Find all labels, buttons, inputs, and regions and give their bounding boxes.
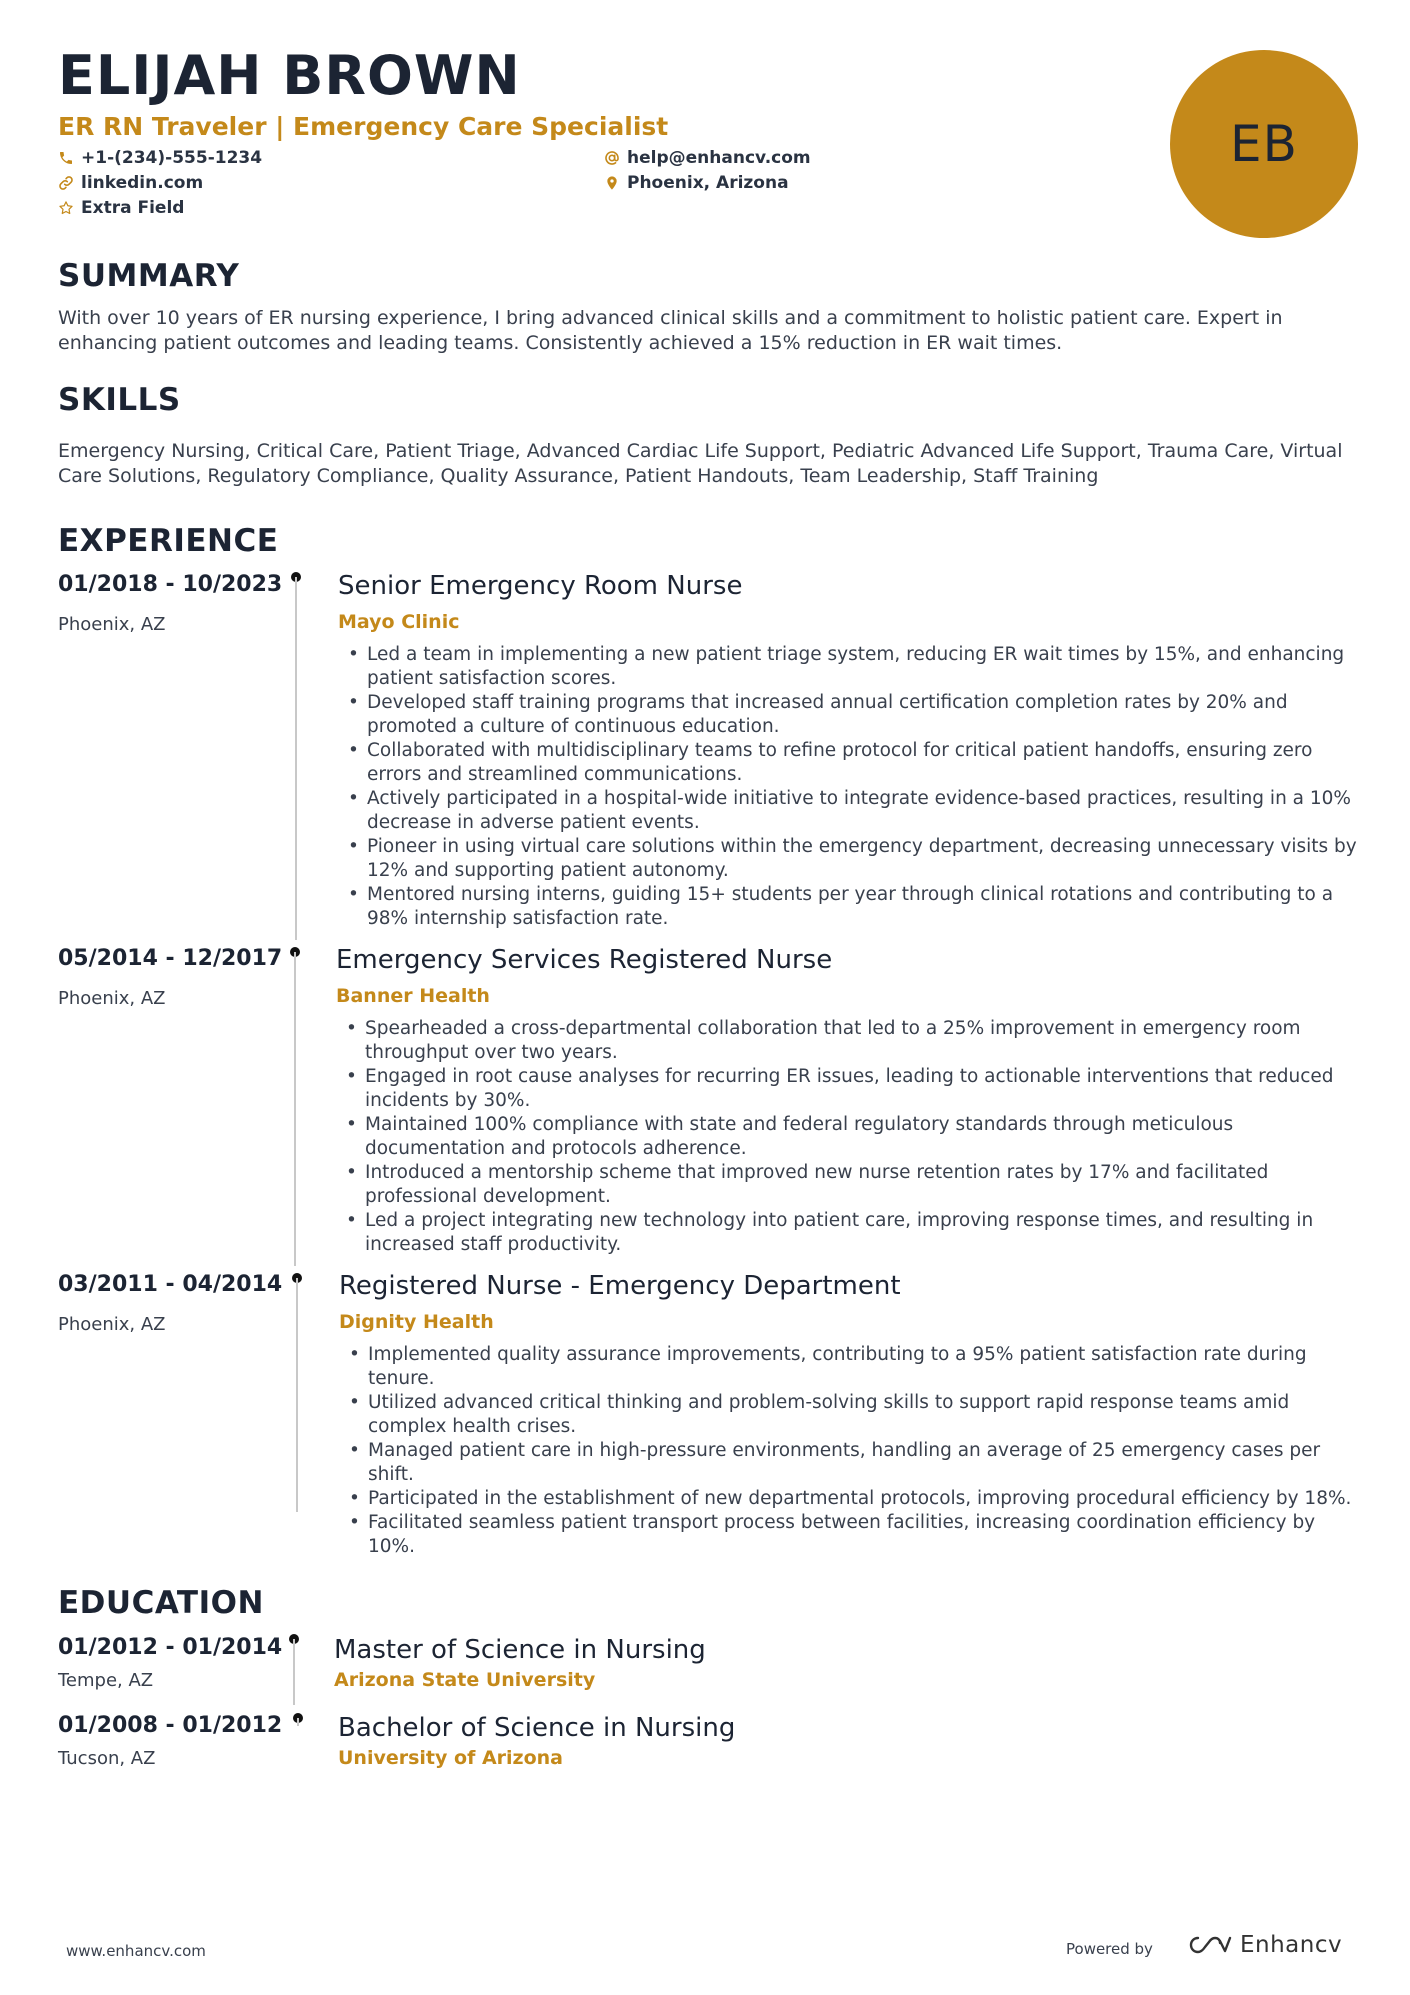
list-item: • Managed patient care in high-pressure environments, handling an average of 25 emergency cases per shift. bbox=[347, 1439, 1367, 1487]
list-item: • Facilitated seamless patient transport process between facilities, increasing coordination efficiency by 10%. bbox=[347, 1511, 1367, 1559]
list-item: • Pioneer in using virtual care solutions within the emergency department, decreasing unnecessary visits by 12% and supporting patient autonomy. bbox=[346, 835, 1366, 883]
footer-brand-name: Enhancv bbox=[1240, 1932, 1343, 1958]
timeline-line bbox=[294, 952, 296, 1266]
education-title: EDUCATION bbox=[58, 1585, 264, 1621]
list-item: • Led a team in implementing a new patient triage system, reducing ER wait times by 15%, and enhancing patient satisfaction scores. bbox=[346, 643, 1366, 691]
experience-role: Emergency Services Registered Nurse bbox=[336, 945, 833, 975]
education-location: Tucson, AZ bbox=[58, 1748, 156, 1769]
timeline-line bbox=[296, 1278, 298, 1512]
location-text: Phoenix, Arizona bbox=[627, 173, 789, 193]
list-item: • Actively participated in a hospital-wide initiative to integrate evidence-based practices, resulting in a 10% decrease in adverse patient events. bbox=[346, 787, 1366, 835]
education-school: University of Arizona bbox=[338, 1747, 563, 1769]
education-location: Tempe, AZ bbox=[58, 1670, 154, 1691]
experience-location: Phoenix, AZ bbox=[58, 614, 166, 635]
avatar-initials: EB bbox=[1230, 115, 1298, 173]
list-item: • Spearheaded a cross-departmental collaboration that led to a 25% improvement in emergency room throughput over two years. bbox=[344, 1017, 1364, 1065]
education-dates: 01/2008 - 01/2012 bbox=[58, 1713, 283, 1738]
experience-dates: 03/2011 - 04/2014 bbox=[58, 1272, 283, 1297]
candidate-name: ELIJAH BROWN bbox=[58, 44, 521, 107]
skills-title: SKILLS bbox=[58, 382, 181, 418]
experience-location: Phoenix, AZ bbox=[58, 1314, 166, 1335]
list-item: • Maintained 100% compliance with state and federal regulatory standards through meticulous documentation and protocols adherence. bbox=[344, 1113, 1364, 1161]
avatar bbox=[1170, 50, 1358, 238]
education-degree: Master of Science in Nursing bbox=[334, 1635, 706, 1665]
contact-extra bbox=[58, 198, 184, 218]
list-item: • Introduced a mentorship scheme that improved new nurse retention rates by 17% and facilitated professional development. bbox=[344, 1161, 1364, 1209]
phone-text: +1-(234)-555-1234 bbox=[81, 148, 263, 168]
experience-dates: 01/2018 - 10/2023 bbox=[58, 572, 283, 597]
experience-role: Registered Nurse - Emergency Department bbox=[339, 1271, 901, 1301]
experience-dates: 05/2014 - 12/2017 bbox=[58, 946, 283, 971]
location-icon bbox=[604, 175, 620, 191]
enhancv-logo-icon bbox=[1186, 1933, 1232, 1957]
education-dates: 01/2012 - 01/2014 bbox=[58, 1635, 283, 1660]
contact-linkedin[interactable] bbox=[58, 173, 203, 193]
email-text: help@enhancv.com bbox=[627, 148, 811, 168]
list-item: • Developed staff training programs that increased annual certification completion rates by 20% and promoted a culture of continuous education. bbox=[346, 691, 1366, 739]
phone-icon bbox=[58, 150, 74, 166]
timeline-line bbox=[293, 1639, 295, 1705]
list-item: • Collaborated with multidisciplinary teams to refine protocol for critical patient handoffs, ensuring zero errors and streamlined communications. bbox=[346, 739, 1366, 787]
education-degree: Bachelor of Science in Nursing bbox=[338, 1713, 736, 1743]
list-item: • Participated in the establishment of new departmental protocols, improving procedural efficiency by 18%. bbox=[347, 1487, 1367, 1511]
footer-powered-by: Powered by bbox=[1066, 1940, 1153, 1958]
experience-title: EXPERIENCE bbox=[58, 523, 279, 559]
list-item: • Led a project integrating new technology into patient care, improving response times, and resulting in increased staff productivity. bbox=[344, 1209, 1364, 1257]
summary-text: With over 10 years of ER nursing experience, I bring advanced clinical skills and a commitment to holistic patient care. Expert in enhancing patient outcomes and leading teams. Consistently achieved a 15% reduction in ER wait times. bbox=[58, 307, 1283, 354]
experience-bullets bbox=[346, 643, 1366, 931]
experience-location: Phoenix, AZ bbox=[58, 988, 166, 1009]
link-icon bbox=[58, 175, 74, 191]
list-item: • Implemented quality assurance improvements, contributing to a 95% patient satisfaction rate during tenure. bbox=[347, 1343, 1367, 1391]
contact-email[interactable] bbox=[604, 148, 811, 168]
experience-org: Mayo Clinic bbox=[338, 611, 460, 633]
education-school: Arizona State University bbox=[334, 1669, 596, 1691]
skills-text: Emergency Nursing, Critical Care, Patient Triage, Advanced Cardiac Life Support, Pediatric Advanced Life Support, Trauma Care, Virtual Care Solutions, Regulatory Compliance, Quality Assurance, Patient Handouts, Team Leadership, Staff Training bbox=[58, 440, 1343, 487]
extra-text: Extra Field bbox=[81, 198, 185, 218]
contact-phone[interactable] bbox=[58, 148, 262, 168]
list-item: • Mentored nursing interns, guiding 15+ students per year through clinical rotations and contributing to a 98% internship satisfaction rate. bbox=[346, 883, 1366, 931]
timeline-line bbox=[297, 1718, 299, 1726]
contact-location bbox=[604, 173, 789, 193]
experience-role: Senior Emergency Room Nurse bbox=[338, 571, 743, 601]
star-icon bbox=[58, 200, 74, 216]
footer-brand[interactable] bbox=[1186, 1932, 1342, 1958]
timeline-line bbox=[295, 577, 297, 940]
email-icon bbox=[604, 150, 620, 166]
experience-bullets bbox=[347, 1343, 1367, 1559]
summary-title: SUMMARY bbox=[58, 258, 240, 294]
experience-bullets bbox=[344, 1017, 1364, 1257]
list-item: • Engaged in root cause analyses for recurring ER issues, leading to actionable interventions that reduced incidents by 30%. bbox=[344, 1065, 1364, 1113]
list-item: • Utilized advanced critical thinking and problem-solving skills to support rapid response teams amid complex health crises. bbox=[347, 1391, 1367, 1439]
experience-org: Banner Health bbox=[336, 985, 490, 1007]
linkedin-text: linkedin.com bbox=[81, 173, 204, 193]
footer-website[interactable]: www.enhancv.com bbox=[66, 1942, 206, 1960]
experience-org: Dignity Health bbox=[339, 1311, 494, 1333]
candidate-headline: ER RN Traveler | Emergency Care Specialist bbox=[58, 112, 669, 141]
